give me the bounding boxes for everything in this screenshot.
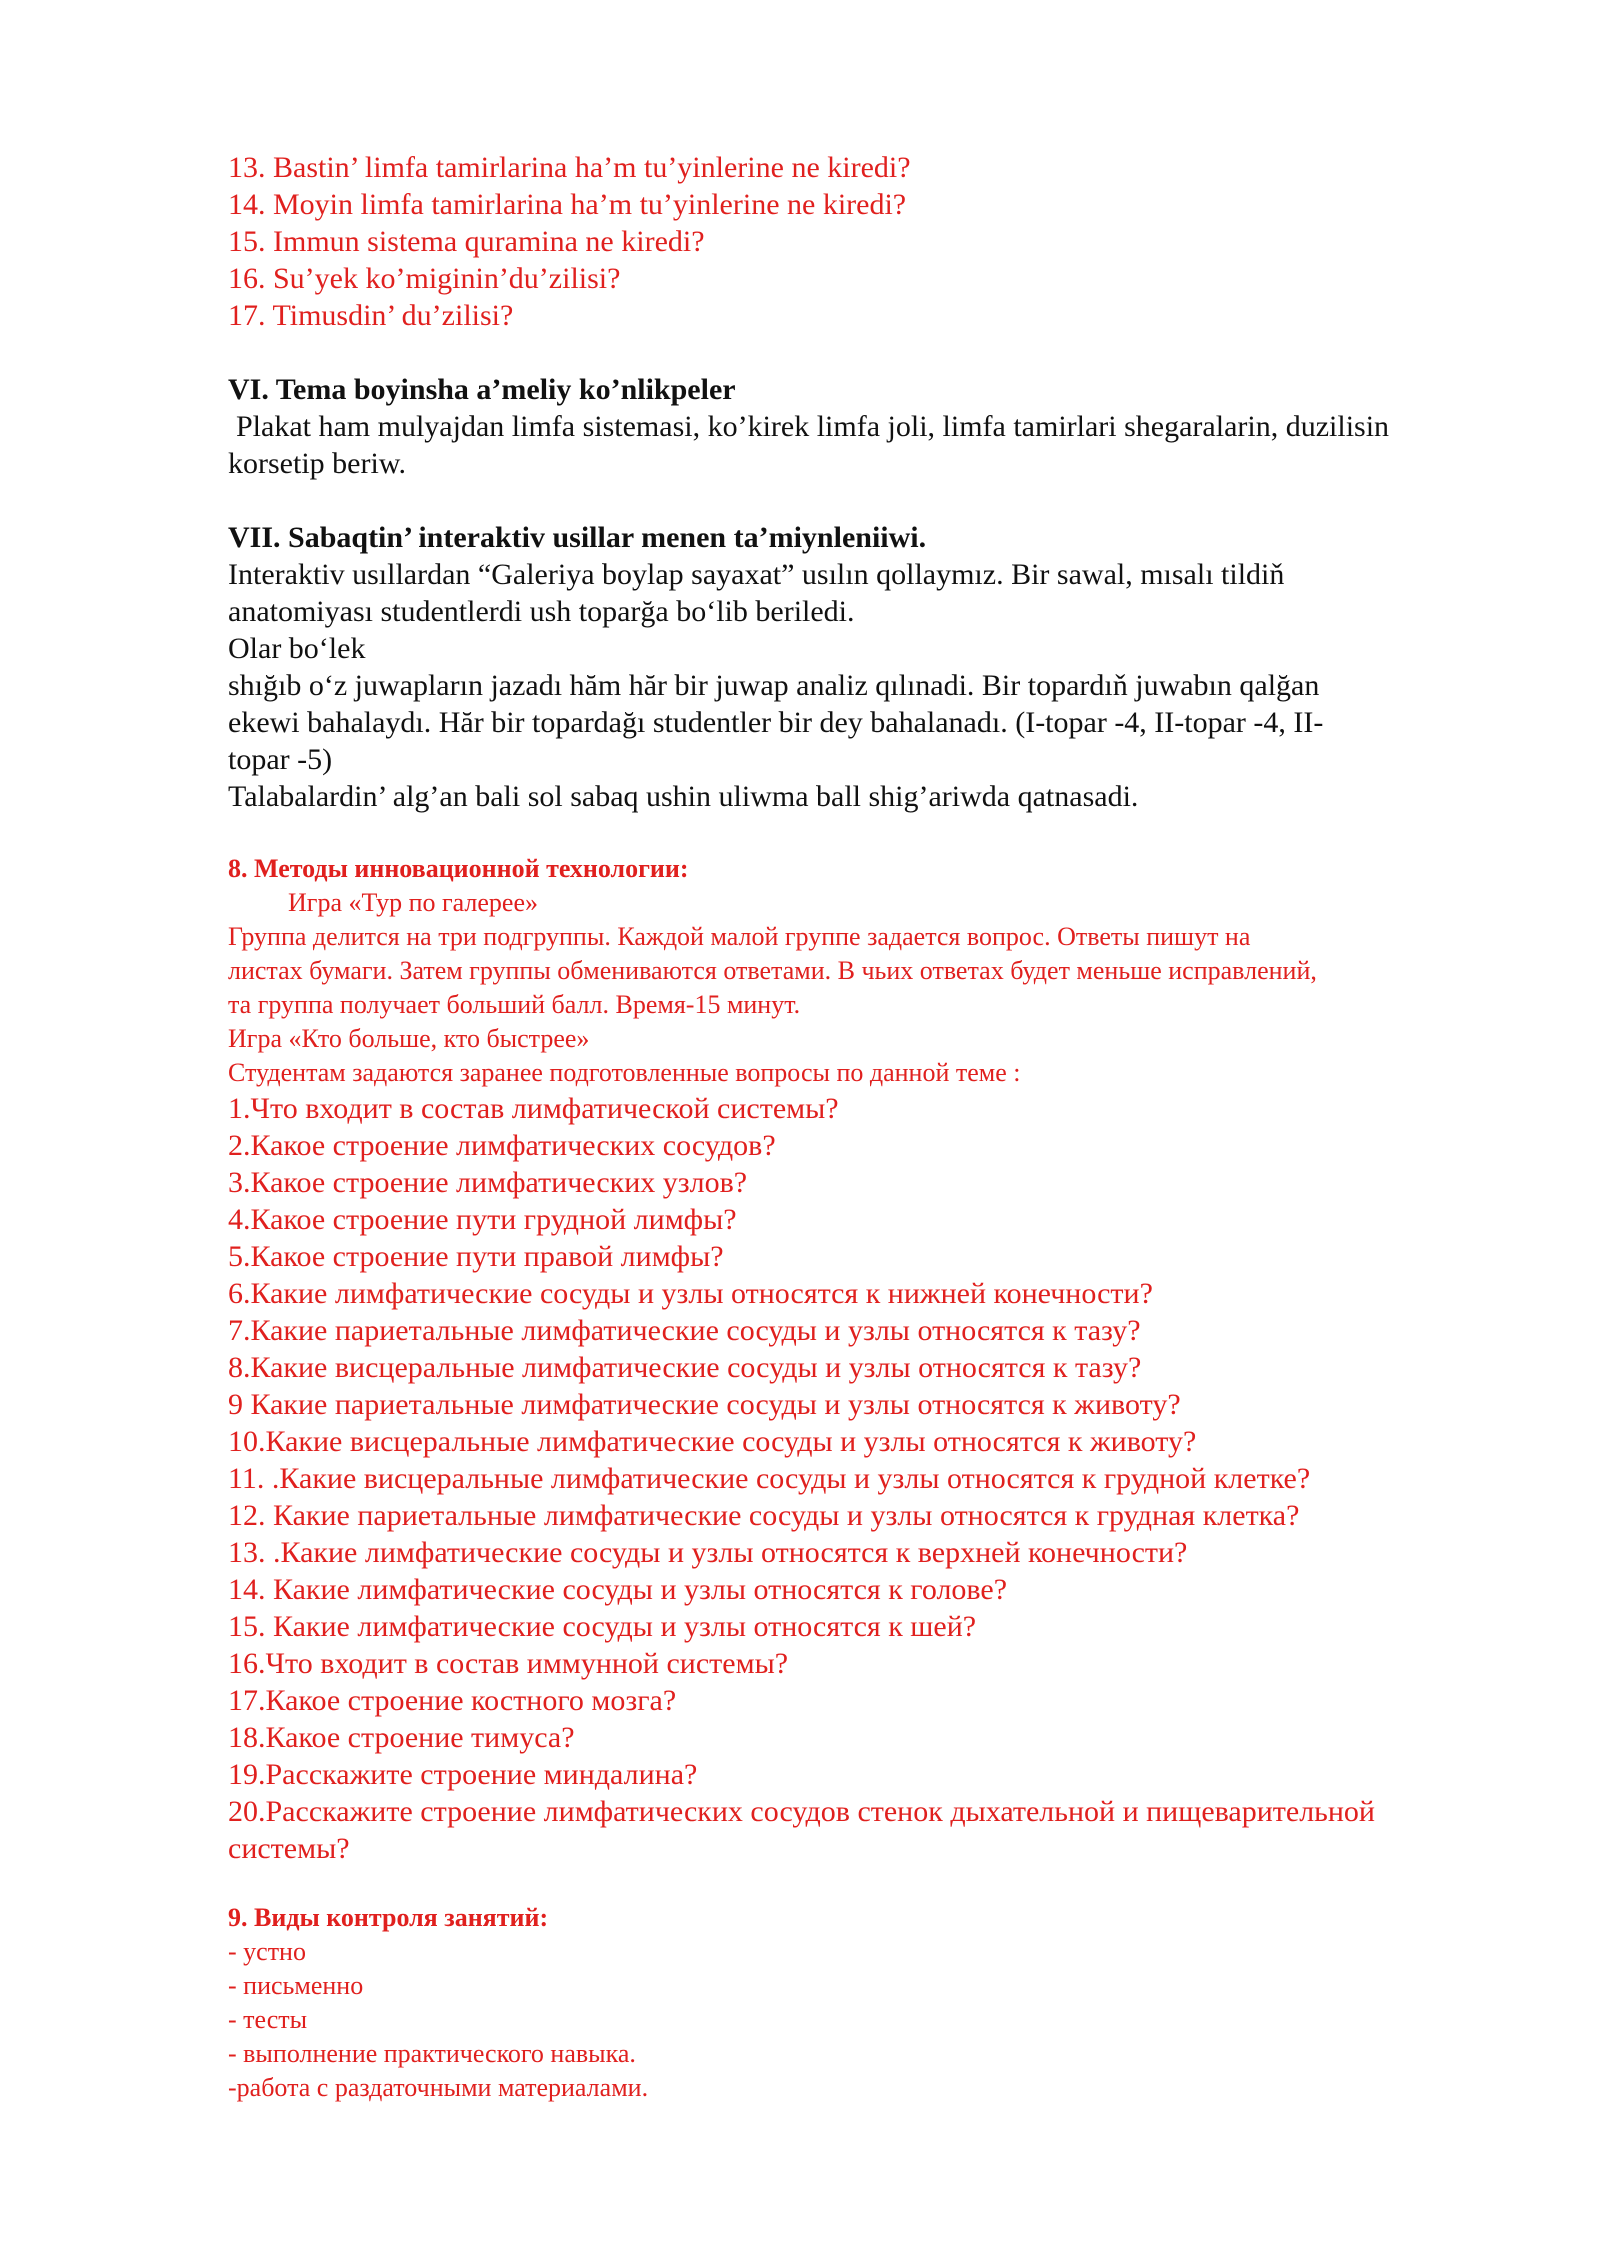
list-item: 9 Какие париетальные лимфатические сосуды и узлы относятся к животу? bbox=[228, 1388, 1181, 1421]
list-item: 2.Какое строение лимфатических сосудов? bbox=[228, 1129, 776, 1162]
list-item: 4.Какое строение пути грудной лимфы? bbox=[228, 1203, 737, 1236]
paragraph-line: та группа получает больший балл. Время-15 минут. bbox=[228, 990, 801, 1019]
list-item: 17.Какое строение костного мозга? bbox=[228, 1684, 677, 1717]
paragraph-line: Talabalardin’ alg’an bali sol sabaq ushin uliwma ball shig’ariwda qatnasadi. bbox=[228, 780, 1139, 813]
list-item: 20.Расскажите строение лимфатических сосудов стенок дыхательной и пищеварительной bbox=[228, 1795, 1375, 1828]
list-item: 15. Какие лимфатические сосуды и узлы относятся к шей? bbox=[228, 1610, 977, 1643]
section-9 bbox=[228, 1901, 1488, 2105]
list-item: - письменно bbox=[228, 1971, 364, 2000]
paragraph-line: Olar boʻlek bbox=[228, 632, 366, 665]
list-item: 14. Какие лимфатические сосуды и узлы относятся к голове? bbox=[228, 1573, 1008, 1606]
list-item: 5.Какое строение пути правой лимфы? bbox=[228, 1240, 724, 1273]
list-item: 6.Какие лимфатические сосуды и узлы относятся к нижней конечности? bbox=[228, 1277, 1153, 1310]
paragraph-line: Группа делится на три подгруппы. Каждой малой группе задается вопрос. Ответы пишут на bbox=[228, 922, 1251, 951]
list-item: 13. .Какие лимфатические сосуды и узлы относятся к верхней конечности? bbox=[228, 1536, 1188, 1569]
section-7-heading: VII. Sabaqtin’ interaktiv usillar menen ta’miynleniiwi. bbox=[228, 521, 927, 554]
paragraph-line: Interaktiv usıllardan “Galeriya boylap sayaxat” usılın qollaymız. Bir sawal, mısalı tildiň bbox=[228, 558, 1285, 591]
list-item: 3.Какое строение лимфатических узлов? bbox=[228, 1166, 748, 1199]
list-item: 19.Расскажите строение миндалина? bbox=[228, 1758, 698, 1791]
list-item: - устно bbox=[228, 1937, 306, 1966]
list-item: - тесты bbox=[228, 2005, 308, 2034]
paragraph-line: Plakat ham mulyajdan limfa sistemasi, ko’kirek limfa joli, limfa tamirlari shegaralarin, duzilisin bbox=[236, 410, 1390, 443]
question-list-russian bbox=[228, 1090, 1488, 1867]
game-2-title: Игра «Кто больше, кто быстрее» bbox=[228, 1024, 590, 1053]
list-item: 16.Что входит в состав иммунной системы? bbox=[228, 1647, 789, 1680]
game-2-intro: Студентам задаются заранее подготовленные вопросы по данной теме : bbox=[228, 1058, 1021, 1087]
game-1-title: Игра «Тур по галерее» bbox=[288, 888, 539, 917]
list-item: 7.Какие париетальные лимфатические сосуды и узлы относятся к тазу? bbox=[228, 1314, 1141, 1347]
section-7 bbox=[228, 519, 1488, 815]
list-item: 16. Su’yek ko’miginin’du’zilisi? bbox=[228, 262, 621, 295]
list-item: 8.Какие висцеральные лимфатические сосуды и узлы относятся к тазу? bbox=[228, 1351, 1142, 1384]
list-item: 10.Какие висцеральные лимфатические сосуды и узлы относятся к животу? bbox=[228, 1425, 1197, 1458]
paragraph-line: листах бумаги. Затем группы обмениваются ответами. В чьих ответах будет меньше исправлений, bbox=[228, 956, 1317, 985]
list-item: -работа с раздаточными материалами. bbox=[228, 2073, 649, 2102]
paragraph-line: ekewi bahalaydı. Hăr bir topardağı studentler bir dey bahalanadı. (I-topar -4, II-topar -4, II- bbox=[228, 706, 1324, 739]
paragraph-line: shığıb oʻz juwapların jazadı hăm hăr bir juwap analiz qılınadi. Bir topardıň juwabın qalğan bbox=[228, 669, 1320, 702]
list-item: 18.Какое строение тимуса? bbox=[228, 1721, 575, 1754]
list-item: 14. Moyin limfa tamirlarina ha’m tu’yinlerine ne kiredi? bbox=[228, 188, 907, 221]
list-item: 13. Bastin’ limfa tamirlarina ha’m tu’yinlerine ne kiredi? bbox=[228, 151, 911, 184]
paragraph-line: korsetip beriw. bbox=[228, 447, 407, 480]
section-8-heading: 8. Методы инновационной технологии: bbox=[228, 854, 689, 883]
paragraph-line: anatomiyası studentlerdi ush toparğa boʻlib beriledi. bbox=[228, 595, 855, 628]
list-item: 15. Immun sistema quramina ne kiredi? bbox=[228, 225, 705, 258]
list-item: 1.Что входит в состав лимфатической системы? bbox=[228, 1092, 839, 1125]
section-9-heading: 9. Виды контроля занятий: bbox=[228, 1903, 549, 1932]
list-item: 11. .Какие висцеральные лимфатические сосуды и узлы относятся к грудной клетке? bbox=[228, 1462, 1311, 1495]
question-list-karakalpak bbox=[228, 149, 1488, 334]
section-6-heading: VI. Tema boyinsha a’meliy ko’nlikpeler bbox=[228, 373, 736, 406]
list-item: - выполнение практического навыка. bbox=[228, 2039, 636, 2068]
list-item: 12. Какие париетальные лимфатические сосуды и узлы относятся к грудная клетка? bbox=[228, 1499, 1300, 1532]
list-item: 17. Timusdin’ du’zilisi? bbox=[228, 299, 514, 332]
paragraph-line: topar -5) bbox=[228, 743, 333, 776]
page-content bbox=[228, 149, 1488, 2105]
section-8 bbox=[228, 852, 1488, 1867]
list-item: системы? bbox=[228, 1832, 350, 1865]
section-6 bbox=[228, 371, 1488, 482]
